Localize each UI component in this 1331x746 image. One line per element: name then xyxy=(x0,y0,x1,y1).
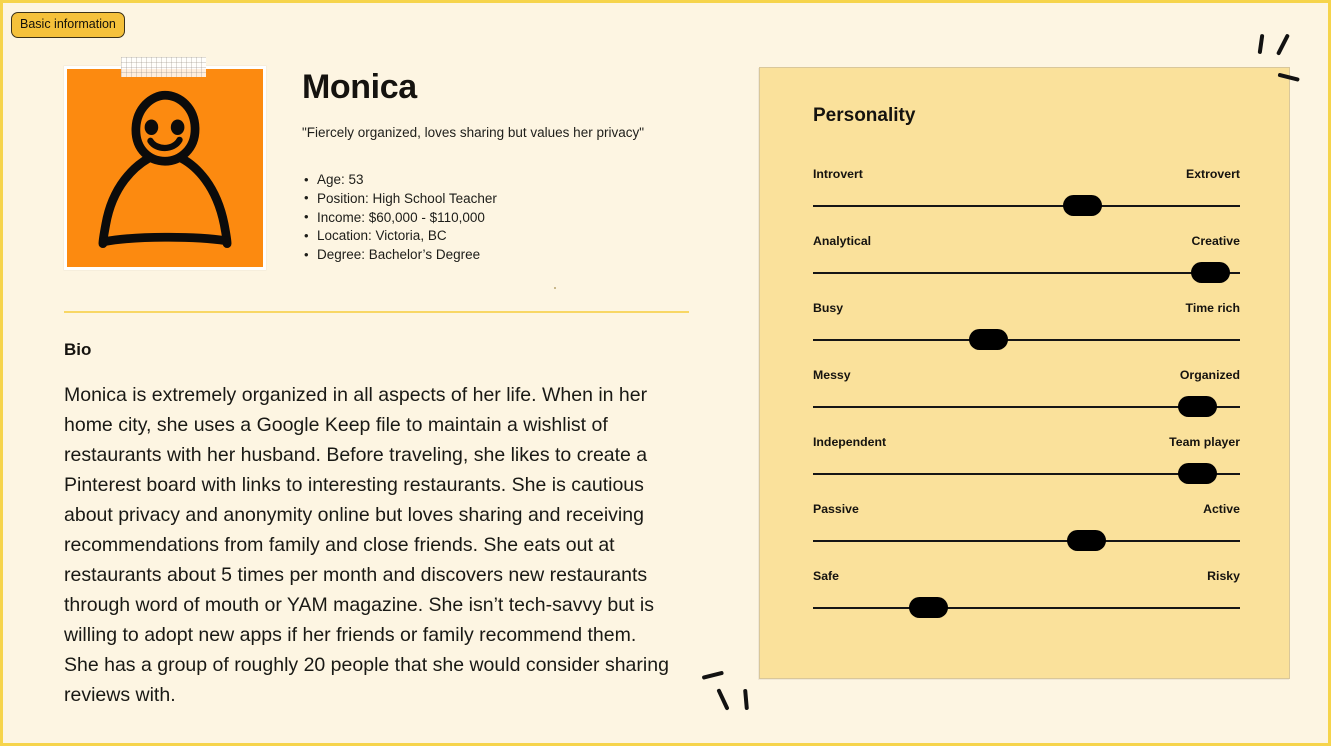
personality-slider-row xyxy=(813,302,1240,369)
bio-heading: Bio xyxy=(64,340,92,359)
slider-track[interactable] xyxy=(813,272,1240,273)
slider-right-label: Active xyxy=(1203,502,1240,516)
personality-slider-row xyxy=(813,168,1240,235)
slider-labels xyxy=(813,570,1240,582)
section-divider xyxy=(64,311,689,313)
identity-block xyxy=(302,66,644,265)
slider-labels xyxy=(813,302,1240,314)
personality-slider-row xyxy=(813,235,1240,302)
basic-information-badge[interactable]: Basic information xyxy=(11,12,125,38)
profile-header-row xyxy=(64,66,689,270)
profile-photo xyxy=(64,66,266,270)
slider-labels xyxy=(813,436,1240,448)
slider-track-wrapper[interactable] xyxy=(813,463,1240,485)
slider-track-wrapper[interactable] xyxy=(813,396,1240,418)
profile-photo-wrapper xyxy=(64,66,266,270)
slider-track[interactable] xyxy=(813,607,1240,608)
slider-left-label: Introvert xyxy=(813,167,863,181)
washi-tape-decoration xyxy=(121,57,206,77)
attribute-item: • Income: $60,000 - $110,000 xyxy=(302,209,644,228)
slider-track-wrapper[interactable] xyxy=(813,262,1240,284)
slider-labels xyxy=(813,503,1240,515)
personality-slider-row xyxy=(813,503,1240,570)
personality-slider-row xyxy=(813,570,1240,637)
slider-right-label: Team player xyxy=(1169,435,1240,449)
slider-left-label: Analytical xyxy=(813,234,872,248)
slider-knob[interactable] xyxy=(1178,463,1217,484)
page-title: Monica xyxy=(302,68,417,106)
slider-track[interactable] xyxy=(813,473,1240,474)
persona-quote: "Fiercely organized, loves sharing but values her privacy" xyxy=(302,124,644,140)
attribute-item: • Degree: Bachelor’s Degree xyxy=(302,246,644,265)
attribute-list xyxy=(302,171,644,265)
slider-knob[interactable] xyxy=(1063,195,1102,216)
attribute-item: • Age: 53 xyxy=(302,171,644,190)
slider-track-wrapper[interactable] xyxy=(813,597,1240,619)
slider-right-label: Risky xyxy=(1207,569,1240,583)
personality-slider-list xyxy=(813,168,1240,637)
attribute-item: • Position: High School Teacher xyxy=(302,190,644,209)
slider-labels xyxy=(813,168,1240,180)
slider-knob[interactable] xyxy=(969,329,1008,350)
slider-track[interactable] xyxy=(813,339,1240,340)
slider-left-label: Messy xyxy=(813,368,851,382)
personality-slider-row xyxy=(813,369,1240,436)
slider-track-wrapper[interactable] xyxy=(813,195,1240,217)
slider-track[interactable] xyxy=(813,205,1240,206)
slider-right-label: Organized xyxy=(1179,368,1240,382)
slider-left-label: Independent xyxy=(813,435,887,449)
slider-knob[interactable] xyxy=(909,597,948,618)
slider-track-wrapper[interactable] xyxy=(813,530,1240,552)
slider-left-label: Safe xyxy=(813,569,839,583)
slider-right-label: Creative xyxy=(1191,234,1240,248)
person-avatar-icon xyxy=(67,69,263,267)
slider-track[interactable] xyxy=(813,406,1240,407)
personality-slider-row xyxy=(813,436,1240,503)
attribute-item: • Location: Victoria, BC xyxy=(302,227,644,246)
slider-left-label: Busy xyxy=(813,301,844,315)
slider-labels xyxy=(813,235,1240,247)
profile-section xyxy=(64,66,689,710)
slider-labels xyxy=(813,369,1240,381)
slider-knob[interactable] xyxy=(1067,530,1106,551)
slider-knob[interactable] xyxy=(1178,396,1217,417)
slider-right-label: Extrovert xyxy=(1186,167,1240,181)
slider-left-label: Passive xyxy=(813,502,859,516)
slider-right-label: Time rich xyxy=(1185,301,1240,315)
paper-speck-decoration xyxy=(554,287,556,289)
personality-card xyxy=(759,67,1290,679)
slider-knob[interactable] xyxy=(1191,262,1230,283)
bio-text: Monica is extremely organized in all aspects of her life. When in her home city, she uses a Google Keep file to maintain a wishlist of restaurants with her husband. Before traveling, she likes to create a Pinterest board with links to interesting restaurants. She is cautious about privacy and anonymity online but loves sharing and receiving recommendations from family and close friends. She eats out at restaurants about 5 times per month and discovers new restaurants through word of mouth or YAM magazine. She isn’t tech-savvy but is willing to adopt new apps if her friends or family recommend them. She has a group of roughly 20 people that she would consider sharing reviews with. xyxy=(64,384,669,706)
slider-track-wrapper[interactable] xyxy=(813,329,1240,351)
slider-track[interactable] xyxy=(813,540,1240,541)
personality-title: Personality xyxy=(813,105,916,126)
